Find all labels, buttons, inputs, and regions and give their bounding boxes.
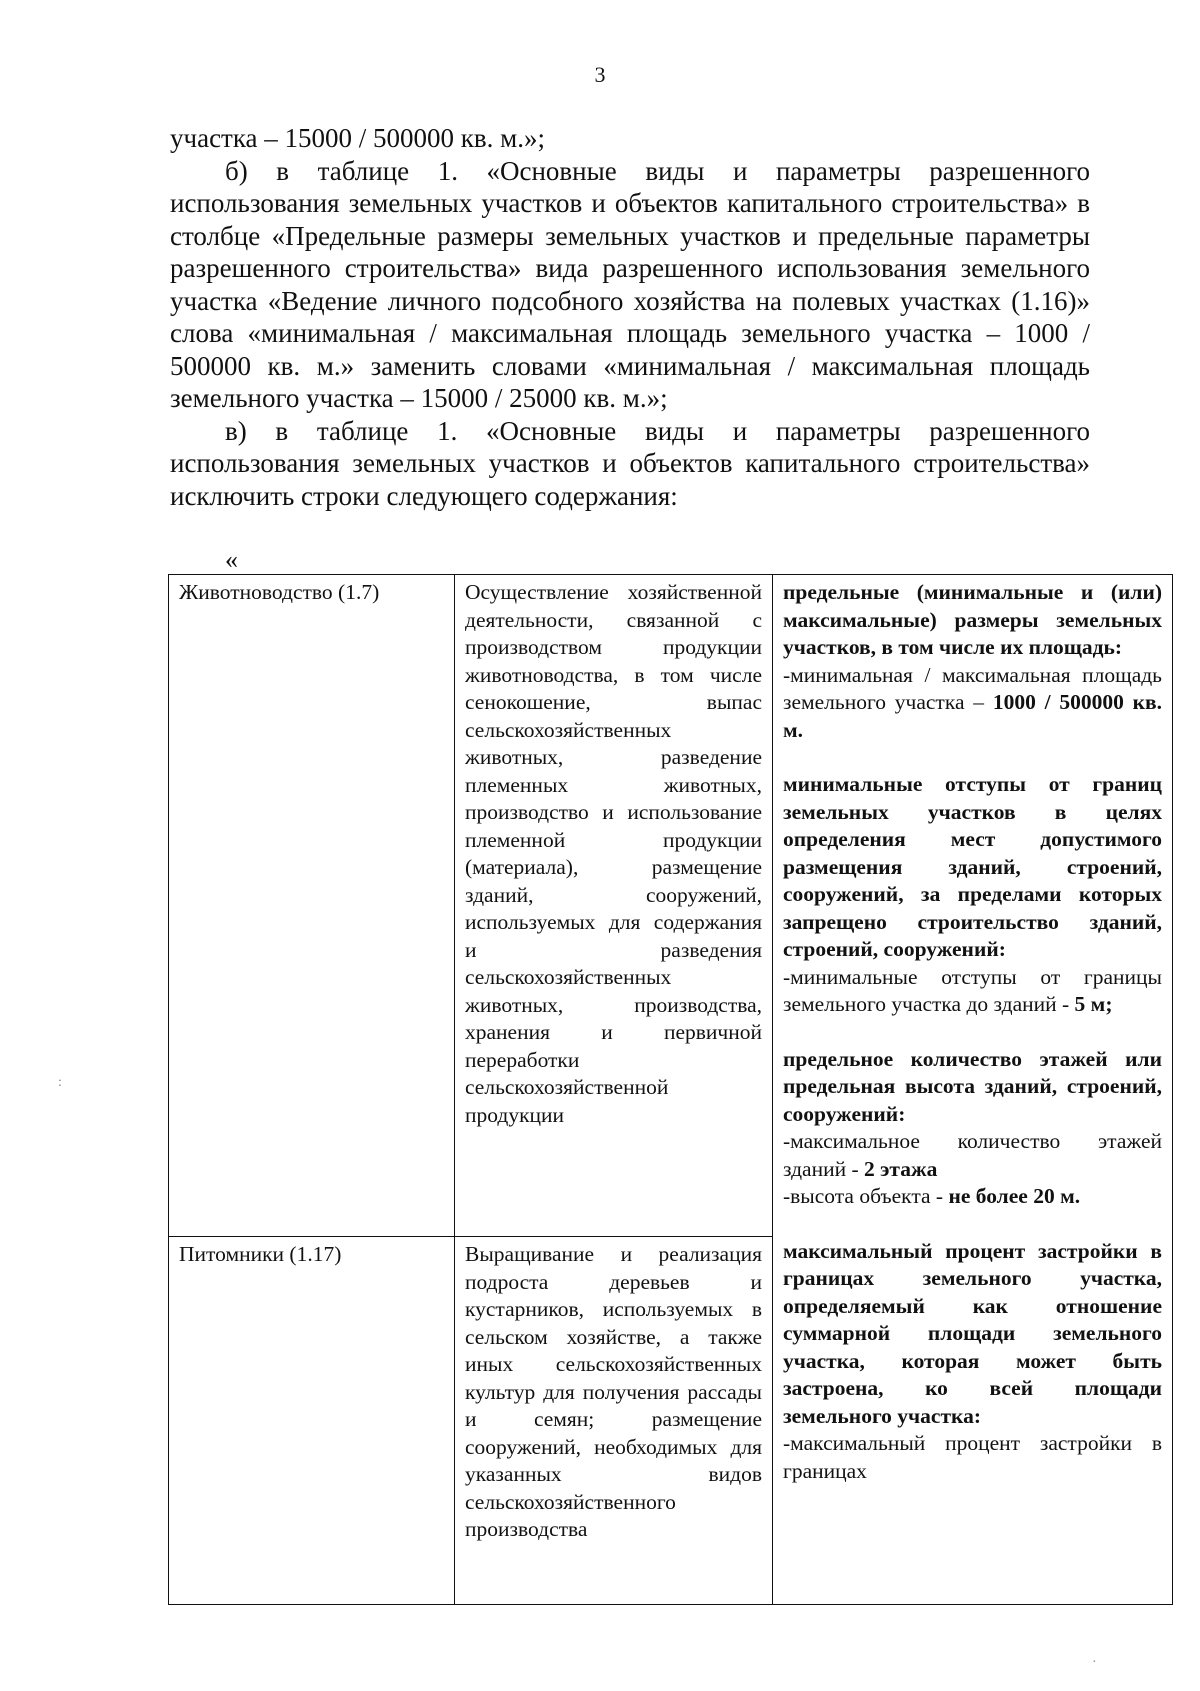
param-plot-size-value: 1000 / 500000 кв. м. (783, 690, 1162, 742)
table-cell-use-name: Животноводство (1.7) (169, 575, 455, 1237)
param-floors-text: -максимальное количество этажей зданий - (783, 1129, 1162, 1181)
param-plot-size-heading: предельные (минимальные и (или) максимальные) размеры земельных участков, в том числе их площадь: (783, 580, 1162, 659)
param-coverage-heading: максимальный процент застройки в границах земельного участка, определяемый как отношение суммарной площади земельного участка, которая может быть застроена, ко всей площади земельного участка: (783, 1238, 1162, 1428)
param-height-text: -высота объекта - (783, 1184, 944, 1208)
param-height-line (783, 1183, 1162, 1211)
table-cell-parameters (773, 575, 1173, 1605)
document-body (170, 122, 1090, 512)
paragraph-b: б) в таблице 1. «Основные виды и параметры разрешенного использования земельных участков и объектов капитального строительства» в столбце «Предельные размеры земельных участков и предельные параметры разрешенного строительства» вида разрешенного использования земельного участка «Ведение личного подсобного хозяйства на полевых участках (1.16)» слова «минимальная / максимальная площадь земельного участка – 1000 / 500000 кв. м.» заменить словами «минимальная / максимальная площадь земельного участка – 15000 / 25000 кв. м.»; (170, 155, 1090, 413)
paragraph-a-end: участка – 15000 / 500000 кв. м.»; (170, 123, 545, 153)
param-setback-heading: минимальные отступы от границ земельных участков в целях определения мест допустимого размещения зданий, строений, сооружений, за пределами которых запрещено строительство зданий, строений, сооружений: (783, 772, 1162, 961)
table-cell-use-description: Выращивание и реализация подроста деревьев и кустарников, используемых в сельском хозяйстве, а также иных сельскохозяйственных культур для получения рассады и семян; размещение сооружений, необходимых для указанных видов сельскохозяйственного производства (455, 1237, 773, 1605)
param-setback-line (783, 964, 1162, 1019)
param-plot-size-line (783, 662, 1162, 745)
param-setback-value: 5 м; (1074, 992, 1113, 1016)
table-row (169, 575, 1173, 1237)
param-plot-size-text: -минимальная / максимальная площадь земельного участка – (783, 662, 1162, 714)
land-use-table (168, 574, 1173, 1605)
param-coverage-line: -максимальный процент застройки в границах (783, 1431, 1162, 1483)
param-height-value: не более 20 м. (948, 1184, 1081, 1208)
scan-speck: · (1092, 1655, 1097, 1670)
table-cell-use-description: Осуществление хозяйственной деятельности, связанной с производством продукции животноводства, в том числе сенокошение, выпас сельскохозяйственных животных, разведение племенных животных, производство и использование племенной продукции (материала), размещение зданий, сооружений, используемых для содержания и разведения сельскохозяйственных животных, производства, хранения и первичной переработки сельскохозяйственной продукции (455, 575, 773, 1237)
table-cell-use-name: Питомники (1.17) (169, 1237, 455, 1605)
param-floors-value: 2 этажа (864, 1156, 938, 1181)
param-floors-heading: предельное количество этажей или предельная высота зданий, строений, сооружений: (783, 1046, 1162, 1126)
param-floors-line (783, 1128, 1162, 1183)
opening-quote-mark: « (225, 545, 238, 574)
scan-speck: : (58, 1075, 62, 1090)
paragraph-v: в) в таблице 1. «Основные виды и параметры разрешенного использования земельных участков и объектов капитального строительства» исключить строки следующего содержания: (170, 415, 1090, 511)
page-number: 3 (594, 62, 606, 87)
param-setback-text: -минимальные отступы от границы земельного участка до зданий - (783, 964, 1162, 1016)
